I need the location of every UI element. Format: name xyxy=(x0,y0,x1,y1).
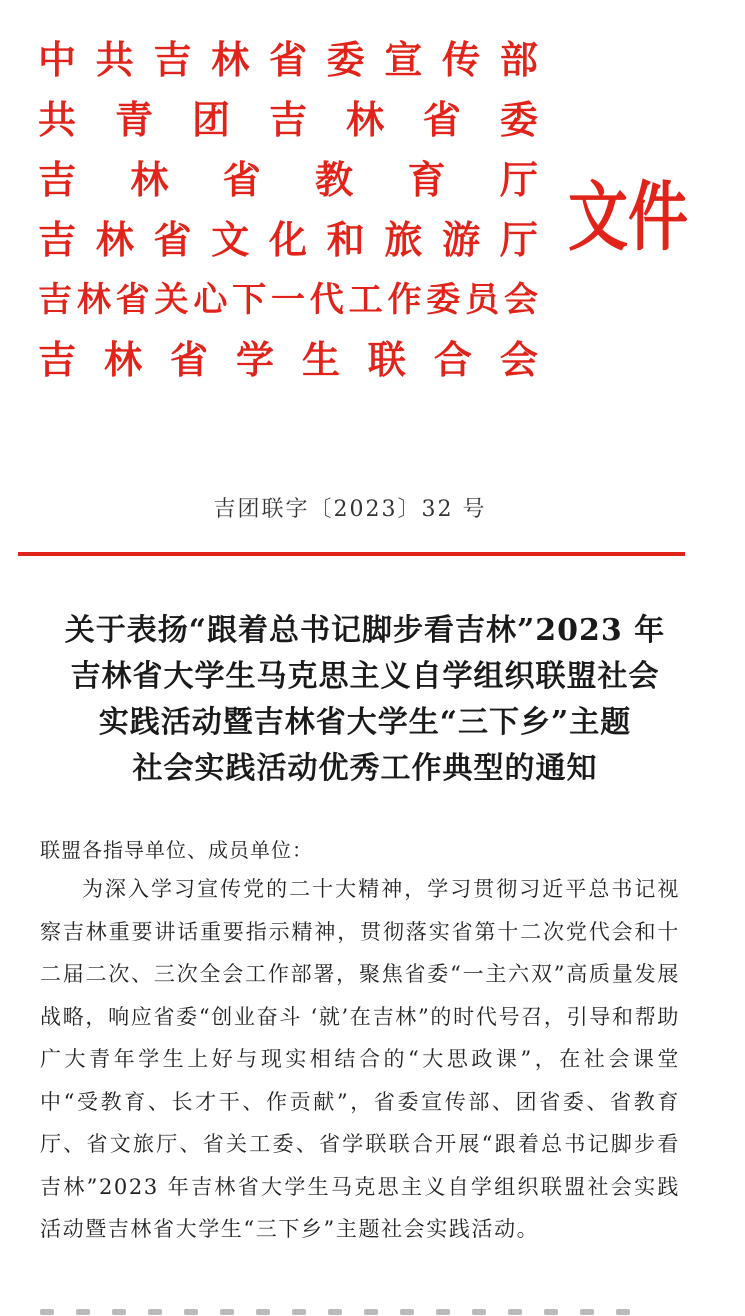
issuer-line: 吉 林 省 教 育 厅 xyxy=(38,158,538,202)
title-line: 关于表扬“跟着总书记脚步看吉林”2023 年 xyxy=(64,613,666,648)
title-line: 吉林省大学生马克思主义自学组织联盟社会 xyxy=(70,659,660,694)
issuer-line: 中 共 吉 林 省 委 宣 传 部 xyxy=(38,38,538,82)
issuer-line: 吉 林 省 文 化 和 旅 游 厅 xyxy=(38,218,538,262)
title-line: 社会实践活动优秀工作典型的通知 xyxy=(132,751,598,786)
notice-title xyxy=(20,608,710,792)
body-paragraph: 为深入学习宣传党的二十大精神，学习贯彻习近平总书记视察吉林重要讲话重要指示精神，贯彻落实省第十二次党代会和十二届二次、三次全会工作部署，聚焦省委“一主六双”高质量发展战略，响应省委“创业奋斗 ‘就’在吉林”的时代号召，引导和帮助广大青年学生上好与现实相结合的“大思政课”，在社会课堂中“受教育、长才干、作贡献”，省委宣传部、团省委、省教育厅、省文旅厅、省关工委、省学联联合开展“跟着总书记脚步看吉林”2023 年吉林省大学生马克思主义自学组织联盟社会实践活动暨吉林省大学生“三下乡”主题社会实践活动。 xyxy=(40,877,680,1241)
issuer-line: 吉 林 省 关 心 下 一 代 工 作 委 员 会 xyxy=(38,280,538,320)
document-number: 吉团联字〔2023〕32 号 xyxy=(213,497,487,522)
salutation: 联盟各指导单位、成员单位： xyxy=(40,838,313,862)
red-divider xyxy=(18,552,685,556)
next-line-cut-off xyxy=(40,1300,680,1316)
document-type-label: 文件 xyxy=(568,174,688,262)
issuer-list xyxy=(38,30,538,390)
title-line: 实践活动暨吉林省大学生“三下乡”主题 xyxy=(98,705,632,740)
issuer-line: 共 青 团 吉 林 省 委 xyxy=(38,98,538,142)
issuer-line: 吉 林 省 学 生 联 合 会 xyxy=(38,338,538,382)
